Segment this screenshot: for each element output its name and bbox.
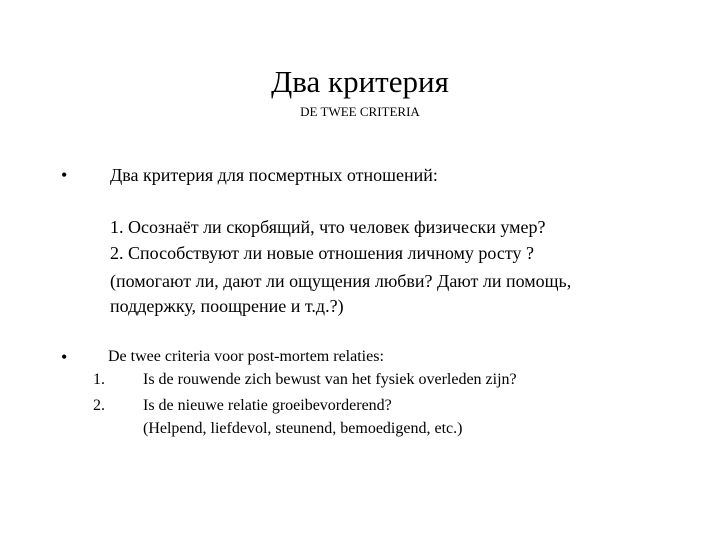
nl-heading: De twee criteria voor post-mortem relaties: [108, 348, 384, 365]
slide-subtitle: DE TWEE CRITERIA [300, 104, 420, 119]
ru-item-2: 2. Способствуют ли новые отношения личному росту ? [110, 243, 534, 263]
ru-item-1: 1. Осознаёт ли скорбящий, что человек физически умер? [110, 217, 546, 237]
nl-note: (Helpend, liefdevol, steunend, bemoedigend, etc.) [143, 420, 463, 437]
nl-item-1: Is de rouwende zich bewust van het fysiek overleden zijn? [143, 371, 517, 388]
ru-note-line-1: (помогают ли, дают ли ощущения любви? Дают ли помощь, [110, 271, 572, 291]
nl-item-2-number: 2. [93, 397, 105, 414]
bullet-ru: • [61, 165, 68, 185]
ru-note-line-2: поддержку, поощрение и т.д.?) [110, 296, 344, 316]
bullet-nl: • [61, 347, 68, 367]
ru-heading: Два критерия для посмертных отношений: [110, 165, 438, 185]
nl-item-2: Is de nieuwe relatie groeibevorderend? [143, 397, 392, 414]
slide-title: Два критерия [271, 64, 449, 99]
nl-item-1-number: 1. [93, 371, 105, 388]
